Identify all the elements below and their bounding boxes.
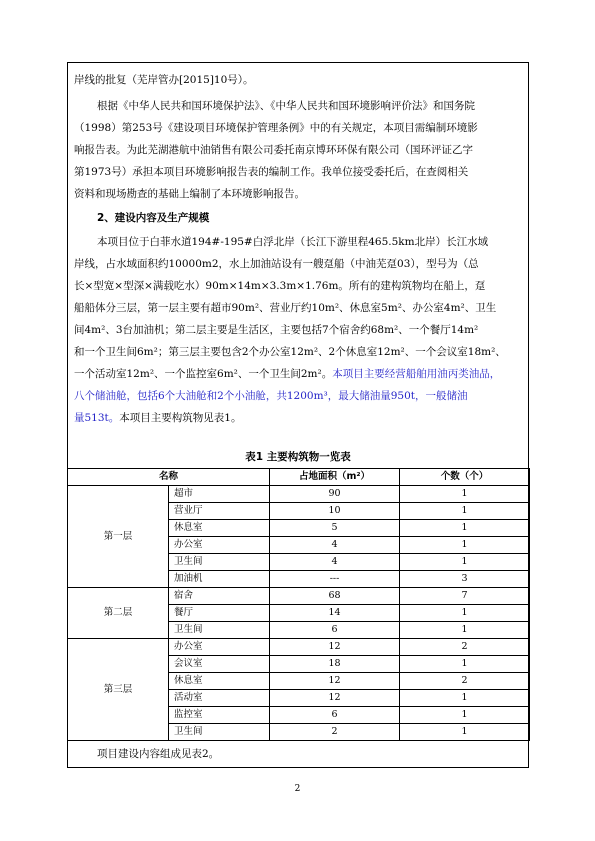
name-cell: 加油机 xyxy=(169,571,270,588)
name-cell: 餐厅 xyxy=(169,605,270,622)
paragraph-line: 根据《中华人民共和国环境保护法》、《中华人民共和国环境影响评价法》和国务院 xyxy=(97,100,475,112)
after-table-text: 项目建设内容组成见表2。 xyxy=(97,748,220,760)
count-cell: 1 xyxy=(400,537,530,554)
name-cell: 活动室 xyxy=(169,690,270,707)
count-cell: 1 xyxy=(400,622,530,639)
table-row xyxy=(68,639,530,656)
count-cell: 7 xyxy=(400,588,530,605)
area-cell: 6 xyxy=(270,707,400,724)
table-row xyxy=(68,588,530,605)
structures-table xyxy=(67,468,530,741)
count-cell: 1 xyxy=(400,520,530,537)
paragraph-line xyxy=(74,364,524,384)
paragraph-line xyxy=(74,408,524,428)
count-cell: 1 xyxy=(400,707,530,724)
name-cell: 休息室 xyxy=(169,673,270,690)
area-cell: 12 xyxy=(270,673,400,690)
floor-cell: 第一层 xyxy=(68,486,169,588)
area-cell: --- xyxy=(270,571,400,588)
section-heading: 2、建设内容及生产规模 xyxy=(97,212,210,224)
area-cell: 18 xyxy=(270,656,400,673)
paragraph-line: 岸线，占水域面积约10000m2，水上加油站设有一艘趸船（中油芜趸03），型号为（总 xyxy=(74,258,479,270)
name-cell: 监控室 xyxy=(169,707,270,724)
name-cell: 卫生间 xyxy=(169,622,270,639)
header-area: 占地面积（m²） xyxy=(270,469,400,486)
count-cell: 2 xyxy=(400,639,530,656)
count-cell: 1 xyxy=(400,486,530,503)
name-cell: 超市 xyxy=(169,486,270,503)
paragraph-line: 第1973号）承担本项目环境影响报告表的编制工作。我单位接受委托后，在查阅相关 xyxy=(74,166,469,178)
paragraph-line: 和一个卫生间6m²；第三层主要包含2个办公室12m²、2个休息室12m²、一个会议室18m²、 xyxy=(74,346,506,358)
count-cell: 1 xyxy=(400,605,530,622)
table-header-row xyxy=(68,469,530,486)
area-cell: 2 xyxy=(270,724,400,741)
count-cell: 1 xyxy=(400,554,530,571)
area-cell: 4 xyxy=(270,554,400,571)
paragraph-line: 本项目位于白菲水道194#-195#白浮北岸（长江下游里程465.5km北岸）长江水域 xyxy=(97,236,489,248)
paragraph-line: 资料和现场勘查的基础上编制了本环境影响报告。 xyxy=(74,188,305,200)
name-cell: 营业厅 xyxy=(169,503,270,520)
name-cell: 卫生间 xyxy=(169,724,270,741)
paragraph-line: 岸线的批复（芜岸管办[2015]10号）。 xyxy=(74,74,254,86)
paragraph-line: 间4m²、3台加油机；第二层主要是生活区，主要包括7个宿舍约68m²、一个餐厅14m² xyxy=(74,324,479,336)
paragraph-line: 船船体分三层，第一层主要有超市90m²、营业厅约10m²、休息室5m²、办公室4m²、卫生 xyxy=(74,302,497,314)
name-cell: 休息室 xyxy=(169,520,270,537)
area-cell: 5 xyxy=(270,520,400,537)
area-cell: 4 xyxy=(270,537,400,554)
count-cell: 1 xyxy=(400,503,530,520)
count-cell: 3 xyxy=(400,571,530,588)
page-number: 2 xyxy=(294,784,301,794)
highlighted-text: 量513t。 xyxy=(74,412,120,424)
area-cell: 10 xyxy=(270,503,400,520)
area-cell: 90 xyxy=(270,486,400,503)
count-cell: 1 xyxy=(400,724,530,741)
name-cell: 办公室 xyxy=(169,537,270,554)
header-name: 名称 xyxy=(68,469,270,486)
paragraph-line: （1998）第253号《建设项目环境保护管理条例》中的有关规定，本项目需编制环境影 xyxy=(74,122,478,134)
area-cell: 12 xyxy=(270,690,400,707)
table-title: 表1 主要构筑物一览表 xyxy=(245,451,351,463)
header-count: 个数（个） xyxy=(400,469,530,486)
highlighted-line: 八个储油舱，包括6个大油舱和2个小油舱，共1200m³，最大储油量950t，一般储油 xyxy=(74,390,468,402)
floor-cell: 第三层 xyxy=(68,639,169,741)
name-cell: 办公室 xyxy=(169,639,270,656)
name-cell: 宿舍 xyxy=(169,588,270,605)
area-cell: 6 xyxy=(270,622,400,639)
floor-cell: 第二层 xyxy=(68,588,169,639)
highlighted-text: 本项目主要经营船舶用油丙类油品， xyxy=(332,368,501,380)
paragraph-line: 长×型宽×型深×满载吃水）90m×14m×3.3m×1.76m。所有的建构筑物均在船上，趸 xyxy=(74,280,486,292)
area-cell: 14 xyxy=(270,605,400,622)
name-cell: 会议室 xyxy=(169,656,270,673)
count-cell: 1 xyxy=(400,690,530,707)
paragraph-line: 响报告表。为此芜湖港航中油销售有限公司委托南京博环环保有限公司（国环评证乙字 xyxy=(74,144,473,156)
name-cell: 卫生间 xyxy=(169,554,270,571)
count-cell: 2 xyxy=(400,673,530,690)
paragraph-text: 本项目主要构筑物见表1。 xyxy=(119,412,242,424)
count-cell: 1 xyxy=(400,656,530,673)
area-cell: 68 xyxy=(270,588,400,605)
paragraph-text: 一个活动室12m²、一个监控室6m²、一个卫生间2m²。 xyxy=(74,368,333,380)
area-cell: 12 xyxy=(270,639,400,656)
table-row xyxy=(68,486,530,503)
